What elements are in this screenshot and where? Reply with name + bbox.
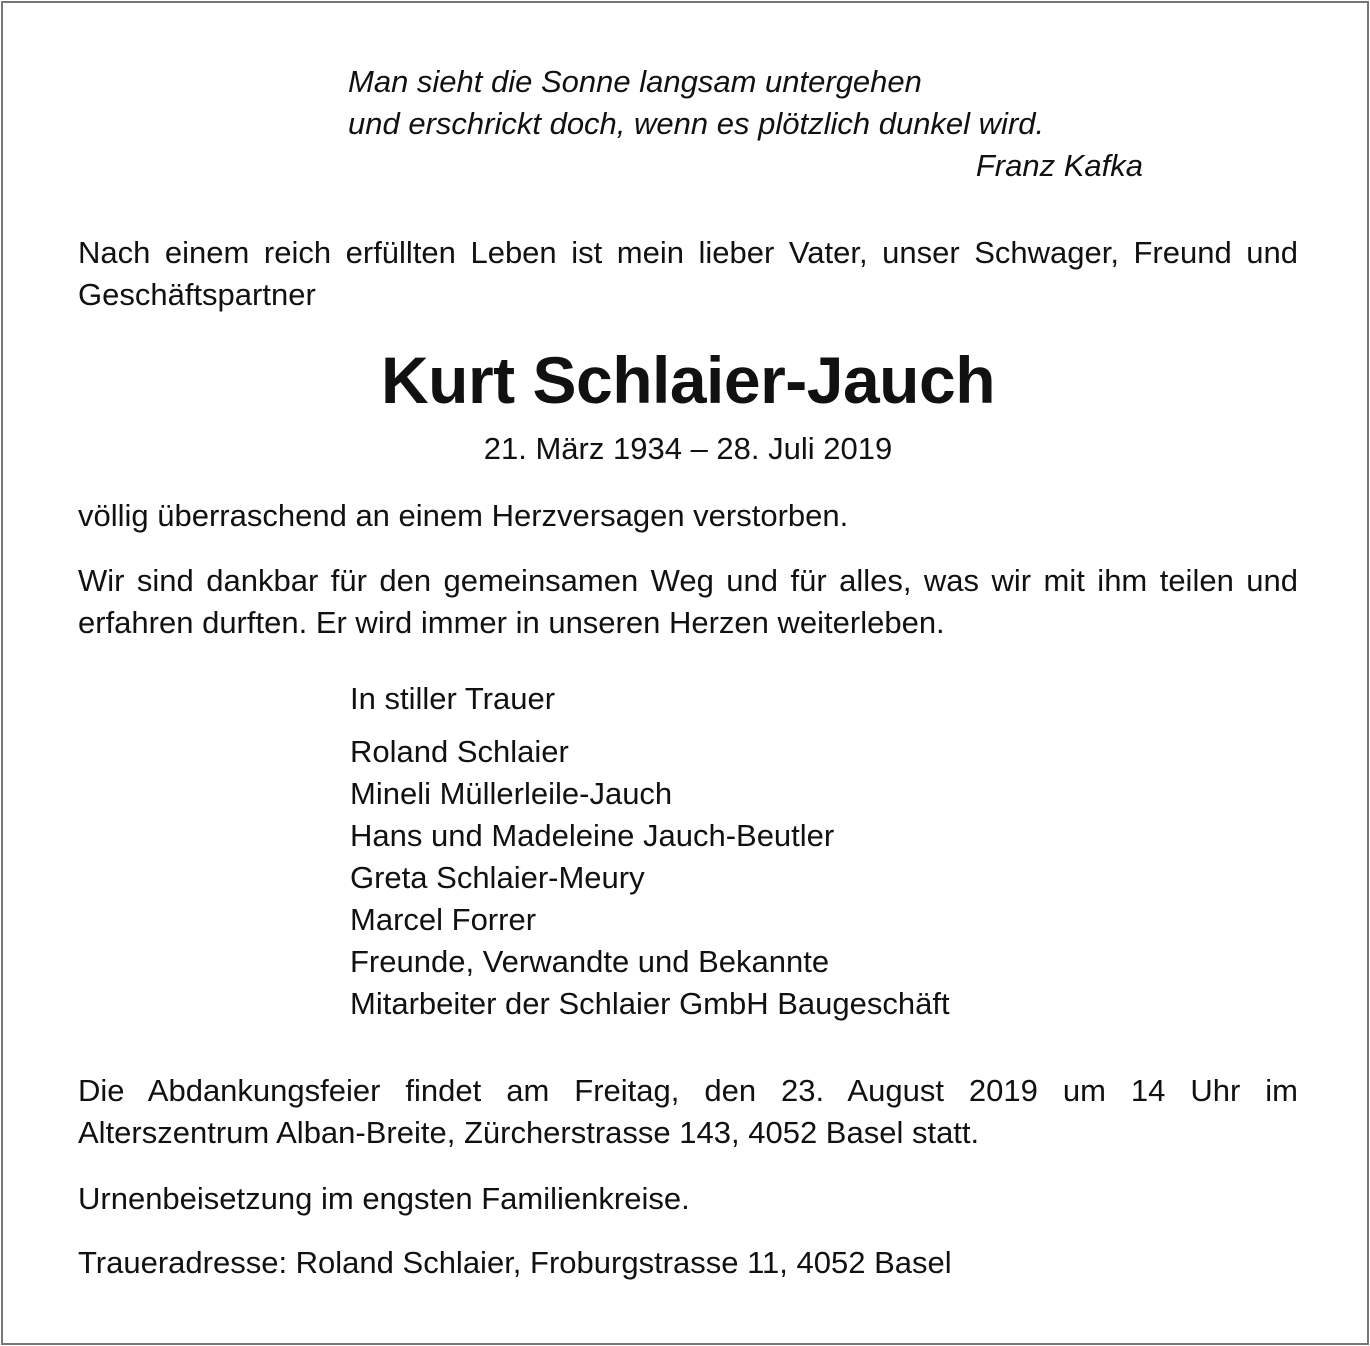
urn-burial-paragraph: Urnenbeisetzung im engsten Familienkreise. (78, 1181, 690, 1216)
mourner-name: Mineli Müllerleile-Jauch (350, 776, 673, 811)
mourners-heading: In stiller Trauer (350, 681, 556, 716)
quote-line: und erschrickt doch, wenn es plötzlich dunkel wird. (348, 106, 1045, 141)
quote-line: Man sieht die Sonne langsam untergehen (348, 64, 922, 99)
intro-paragraph: Nach einem reich erfüllten Leben ist mein lieber Vater, unser Schwager, Freund und Geschäftspartner (78, 235, 1298, 312)
obituary-notice (1, 1, 1369, 1345)
ceremony-paragraph: Die Abdankungsfeier findet am Freitag, den 23. August 2019 um 14 Uhr im Alterszentrum Alban-Breite, Zürcherstrasse 143, 4052 Basel statt. (78, 1073, 1298, 1150)
mourner-name: Roland Schlaier (350, 734, 569, 769)
mourner-name: Marcel Forrer (350, 902, 537, 937)
mourner-name: Greta Schlaier-Meury (350, 860, 645, 895)
quote-author: Franz Kafka (975, 148, 1143, 183)
kafka-quote (348, 61, 1158, 187)
life-dates: 21. März 1934 – 28. Juli 2019 (483, 431, 893, 466)
deceased-name: Kurt Schlaier-Jauch (380, 343, 996, 417)
mourner-name: Hans und Madeleine Jauch-Beutler (350, 818, 835, 853)
mourners-list (350, 678, 950, 1025)
mourner-name: Freunde, Verwandte und Bekannte (350, 944, 830, 979)
cause-of-death-paragraph: völlig überraschend an einem Herzversagen verstorben. (78, 498, 849, 533)
mourner-name: Mitarbeiter der Schlaier GmbH Baugeschäft (350, 986, 950, 1021)
gratitude-paragraph: Wir sind dankbar für den gemeinsamen Weg und für alles, was wir mit ihm teilen und erfahren durften. Er wird immer in unseren Herzen weiterleben. (78, 563, 1298, 640)
mourning-address: Traueradresse: Roland Schlaier, Froburgstrasse 11, 4052 Basel (78, 1245, 952, 1280)
